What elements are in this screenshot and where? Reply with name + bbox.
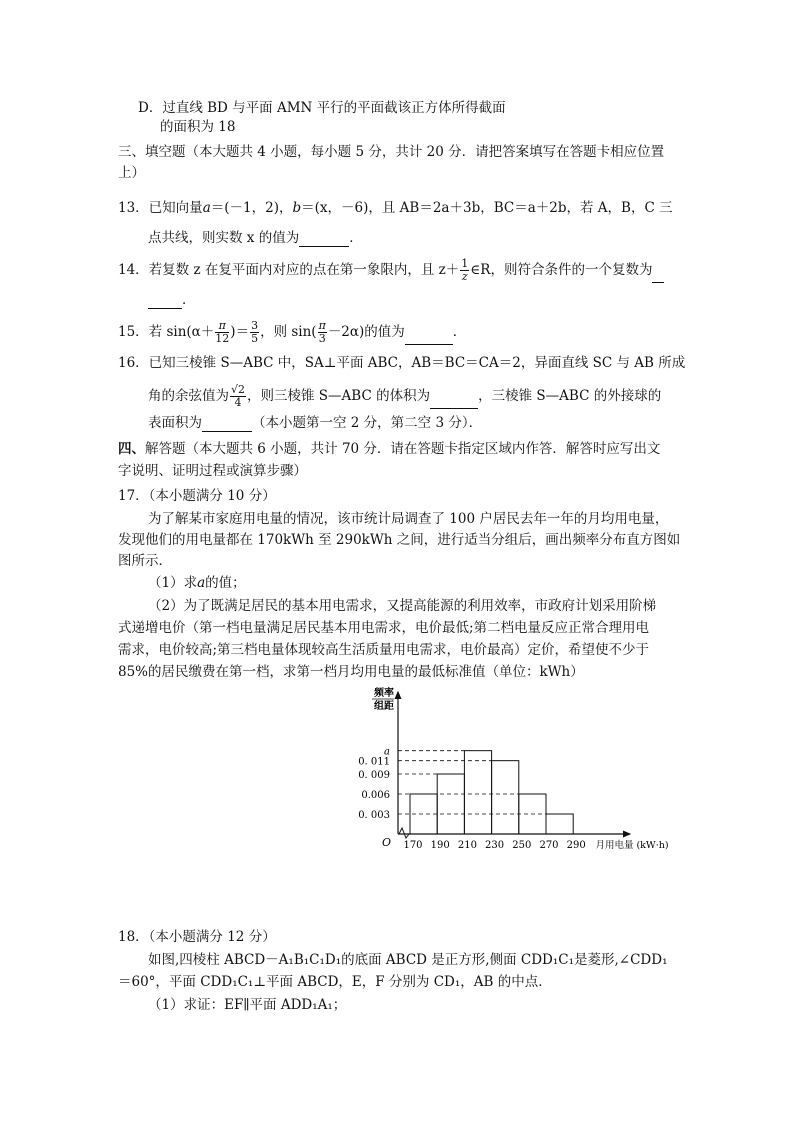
axis-break-mark [399, 828, 409, 838]
y-tick-label-5: a [384, 746, 390, 758]
x-tick-label-190: 190 [430, 840, 450, 851]
question-17-sub2-line1: （2）为了既满足居民的基本用电需求，又提高能源的利用效率，市政府计划采用阶梯 [148, 598, 657, 614]
q15-part1: 15．若 sin(α＋ [118, 324, 215, 340]
question-17-para1: 为了解某市家庭用电量的情况，该市统计局调查了 100 户居民去年一年的月均用电量， [148, 511, 669, 527]
histogram-bar-190-210 [437, 774, 464, 834]
answer-blank [430, 395, 478, 409]
option-d-line2: 的面积为 18 [160, 119, 236, 135]
q14-mid: ∈R，则符合条件的一个复数为 [470, 262, 653, 278]
question-17-sub2-line2: 式递增电价（第一档电量满足居民基本用电需求，电价最低;第二档电量反应正常合理用电 [118, 620, 650, 636]
q14-end: ． [182, 292, 196, 308]
y-tick-label-2: 0.006 [361, 790, 390, 801]
question-17-sub1 [148, 574, 246, 592]
fraction-pi-over-12: $\frac{\pi}{12}$ [215, 319, 230, 345]
histogram-bar-270-290 [546, 814, 573, 834]
q13-b-value: ＝(x，－6)，且 [301, 200, 396, 216]
q15-end: ． [452, 324, 467, 340]
q15-part3: ，则 sin( [260, 324, 317, 340]
question-17-para2: 发现他们的用电量都在 170kWh 至 290kWh 之间，进行适当分组后，画出频率分布直方图如 [118, 532, 681, 548]
y-tick-label-4: 0. 011 [358, 756, 390, 768]
q13-a-value: ＝(－1，2)， [210, 200, 293, 216]
question-18-head: 18．（本小题满分 12 分） [118, 929, 276, 945]
question-17-sub2-line4: 85%的居民缴费在第一档，求第一档月均用电量的最低标准值（单位：kWh） [118, 664, 584, 680]
vector-a: a [202, 200, 211, 216]
q17-s1c: 的值； [205, 575, 246, 591]
y-tick-label-1: 0. 003 [358, 810, 390, 821]
histogram-bar-210-230 [464, 751, 491, 834]
x-tick-label-170: 170 [403, 840, 423, 851]
option-d-line1: D．过直线 BD 与平面 AMN 平行的平面截该正方体所得截面 [138, 100, 506, 116]
question-16-line1: 16．已知三棱锥 S—ABC 中，SA⊥平面 ABC，AB＝BC＝CA＝2，异面直线 SC 与 AB 所成 [118, 355, 686, 371]
q15-part2: )＝ [230, 324, 250, 340]
section4-heading-line2: 字说明、证明过程或演算步骤） [118, 463, 307, 479]
section4-heading-line1 [118, 440, 660, 458]
x-tick-label-290: 290 [566, 840, 586, 851]
y-axis-label-bottom: 组距 [374, 701, 394, 712]
q16-l2c: ，三棱锥 S—ABC 的外接球的 [478, 388, 662, 404]
question-17-head: 17．（本小题满分 10 分） [118, 488, 276, 504]
x-tick-label-270: 270 [539, 840, 559, 851]
fraction-pi-over-3: $\frac{\pi}{3}$ [318, 319, 326, 345]
question-14-line1 [118, 258, 664, 283]
frequency-histogram [344, 684, 684, 862]
vector-b: b [292, 200, 302, 216]
question-16-line2 [148, 384, 661, 409]
question-13-line2 [148, 229, 363, 247]
answer-blank [405, 331, 453, 345]
fraction-3-over-5: $\frac{3}{5}$ [251, 319, 259, 345]
vector-bc: BC [493, 200, 515, 216]
section4-number: 四、 [118, 441, 145, 457]
question-18-line3: （1）求证：EF∥平面 ADD₁A₁； [148, 997, 347, 1013]
section3-heading-line2: 上） [118, 165, 145, 181]
question-17-para3: 图所示． [118, 553, 172, 569]
q13-bc-value: ＝a＋2b，若 A，B，C 三 [514, 200, 673, 216]
q17-s1a: （1）求 [148, 575, 198, 591]
q17-s1b: a [197, 575, 206, 591]
section3-heading-line1: 三、填空题（本大题共 4 小题，每小题 5 分，共计 20 分．请把答案填写在答题卡相应位置 [118, 144, 665, 160]
q13-ab-value: ＝2a＋3b， [419, 200, 494, 216]
answer-blank [148, 295, 182, 309]
answer-blank [202, 418, 252, 432]
fraction-1-over-z: $\frac{1}{z}$ [461, 257, 469, 283]
fraction-sqrt2-over-4: $\frac{√2}{4}$ [231, 383, 246, 409]
histogram-bar-230-250 [492, 761, 519, 834]
question-17-sub2-line3: 需求，电价较高;第三档电量体现较高生活质量用电需求，电价最高）定价，希望使不少于 [118, 642, 650, 658]
q16-l2a: 角的余弦值为 [148, 388, 229, 404]
x-tick-label-250: 250 [512, 840, 532, 851]
y-tick-label-3: 0. 009 [358, 770, 390, 781]
q13-end: ． [349, 230, 363, 246]
q16-l3a: 表面积为 [148, 415, 202, 431]
q16-l2b: ，则三棱锥 S—ABC 的体积为 [247, 388, 431, 404]
q16-l3b: （本小题第一空 2 分，第二空 3 分）． [252, 415, 483, 431]
question-18-line2: ＝60°，平面 CDD₁C₁⊥平面 ABCD，E，F 分别为 CD₁，AB 的中点． [118, 974, 552, 990]
question-18-line1: 如图,四棱柱 ABCD－A₁B₁C₁D₁的底面 ABCD 是正方形,侧面 CDD₁C₁是菱形,∠CDD₁ [148, 952, 668, 968]
q13-prefix: 13．已知向量 [118, 200, 203, 216]
x-tick-label-230: 230 [485, 840, 505, 851]
question-15 [118, 320, 466, 345]
section4-text: 解答题（本大题共 6 小题，共计 70 分．请在答题卡指定区域内作答．解答时应写出文 [145, 441, 661, 457]
question-13-line1 [118, 199, 673, 217]
answer-blank [652, 269, 664, 283]
vector-ab: AB [395, 200, 420, 216]
x-tick-label-210: 210 [457, 840, 477, 851]
answer-blank [299, 233, 349, 247]
question-16-line3 [148, 414, 482, 432]
question-14-line2 [148, 291, 196, 309]
q15-part4: －2α)的值为 [327, 324, 405, 340]
q14-prefix: 14．若复数 z 在复平面内对应的点在第一象限内，且 z＋ [118, 262, 460, 278]
origin-label: O [382, 836, 392, 849]
y-axis-label-top: 频率 [374, 688, 394, 699]
x-axis-label: 月用电量 (kW·h) [595, 840, 669, 851]
q13-line2-text: 点共线，则实数 x 的值为 [148, 230, 300, 246]
